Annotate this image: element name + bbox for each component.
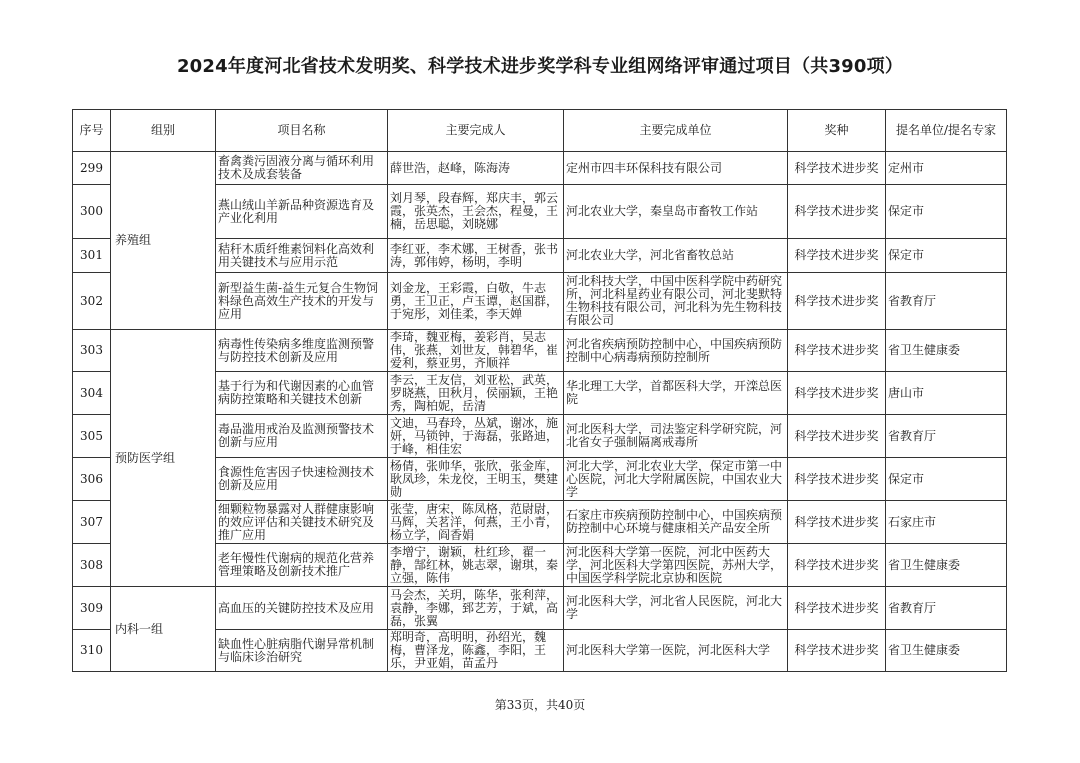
header-project-name: 项目名称 xyxy=(216,110,388,152)
nominator: 省教育厅 xyxy=(886,273,1007,330)
nominator: 石家庄市 xyxy=(886,501,1007,544)
table-row xyxy=(73,152,1007,185)
table-row xyxy=(73,330,1007,372)
people: 郑明奇，高明明，孙绍光，魏梅，曹泽龙，陈鑫，李阳，王乐，尹亚娟，苗孟丹 xyxy=(388,630,564,672)
award: 科学技术进步奖 xyxy=(788,501,886,544)
row-no: 300 xyxy=(73,185,111,239)
row-no: 305 xyxy=(73,415,111,458)
row-no: 299 xyxy=(73,152,111,185)
project-name: 秸秆木质纤维素饲料化高效利用关键技术与应用示范 xyxy=(216,239,388,273)
award: 科学技术进步奖 xyxy=(788,273,886,330)
nominator: 省卫生健康委 xyxy=(886,544,1007,587)
nominator: 保定市 xyxy=(886,185,1007,239)
units: 河北医科大学第一医院，河北医科大学 xyxy=(564,630,788,672)
nominator: 省卫生健康委 xyxy=(886,630,1007,672)
row-no: 306 xyxy=(73,458,111,501)
row-no: 301 xyxy=(73,239,111,273)
header-people: 主要完成人 xyxy=(388,110,564,152)
group-cell: 预防医学组 xyxy=(111,330,216,587)
award: 科学技术进步奖 xyxy=(788,330,886,372)
table-row xyxy=(73,587,1007,630)
people: 李增宁，谢颖，杜红珍，翟一静，郜红林，姚志翠，谢琪，秦立强，陈伟 xyxy=(388,544,564,587)
people: 张莹，唐宋，陈凤格，范尉尉，马辉，关茗洋，何燕，王小青，杨立学，阎香娟 xyxy=(388,501,564,544)
award: 科学技术进步奖 xyxy=(788,185,886,239)
award: 科学技术进步奖 xyxy=(788,239,886,273)
units: 河北省疾病预防控制中心，中国疾病预防控制中心病毒病预防控制所 xyxy=(564,330,788,372)
award: 科学技术进步奖 xyxy=(788,372,886,415)
group-cell: 养殖组 xyxy=(111,152,216,330)
award: 科学技术进步奖 xyxy=(788,544,886,587)
header-group: 组别 xyxy=(111,110,216,152)
units: 华北理工大学，首都医科大学，开滦总医院 xyxy=(564,372,788,415)
people: 李云，王友信，刘亚松，武英，罗晓燕，田秋月，侯丽颖，王艳秀，陶柏妮，岳清 xyxy=(388,372,564,415)
award: 科学技术进步奖 xyxy=(788,630,886,672)
row-no: 309 xyxy=(73,587,111,630)
people: 刘月琴，段春辉，郑庆丰，郭云霞，张英杰，王会杰，程曼，王楠，岳思聪，刘晓娜 xyxy=(388,185,564,239)
page-footer: 第33页，共40页 xyxy=(494,698,586,712)
project-name: 燕山绒山羊新品种资源选育及产业化利用 xyxy=(216,185,388,239)
project-name: 高血压的关键防控技术及应用 xyxy=(216,587,388,630)
award: 科学技术进步奖 xyxy=(788,458,886,501)
units: 河北医科大学，司法鉴定科学研究院，河北省女子强制隔离戒毒所 xyxy=(564,415,788,458)
units: 河北科技大学，中国中医科学院中药研究所，河北科星药业有限公司，河北斐默特生物科技有限公司，河北科为先生物科技有限公司 xyxy=(564,273,788,330)
people: 李红亚，李术娜，王树香，张书涛，郭伟婷，杨明，李明 xyxy=(388,239,564,273)
projects-table xyxy=(72,109,1007,672)
units: 河北农业大学，秦皇岛市畜牧工作站 xyxy=(564,185,788,239)
nominator: 定州市 xyxy=(886,152,1007,185)
units: 河北医科大学，河北省人民医院，河北大学 xyxy=(564,587,788,630)
people: 李琦，魏亚梅，姜彩肖，吴志伟，张燕，刘世友，韩碧华，崔爱利，蔡亚男，齐顺祥 xyxy=(388,330,564,372)
row-no: 304 xyxy=(73,372,111,415)
award: 科学技术进步奖 xyxy=(788,415,886,458)
nominator: 保定市 xyxy=(886,458,1007,501)
header-no: 序号 xyxy=(73,110,111,152)
row-no: 307 xyxy=(73,501,111,544)
units: 石家庄市疾病预防控制中心，中国疾病预防控制中心环境与健康相关产品安全所 xyxy=(564,501,788,544)
units: 河北大学，河北农业大学，保定市第一中心医院，河北大学附属医院，中国农业大学 xyxy=(564,458,788,501)
people: 杨倩，张帅华，张欣，张金库，耿凤珍，朱龙佼，王明玉，樊建勋 xyxy=(388,458,564,501)
nominator: 省卫生健康委 xyxy=(886,330,1007,372)
nominator: 唐山市 xyxy=(886,372,1007,415)
people: 文迪，马春玲，丛斌，谢冰，施妍，马锁钟，于海磊，张路迪，于峰，相佳宏 xyxy=(388,415,564,458)
nominator: 保定市 xyxy=(886,239,1007,273)
units: 定州市四丰环保科技有限公司 xyxy=(564,152,788,185)
header-award: 奖种 xyxy=(788,110,886,152)
header-units: 主要完成单位 xyxy=(564,110,788,152)
award: 科学技术进步奖 xyxy=(788,152,886,185)
project-name: 食源性危害因子快速检测技术创新及应用 xyxy=(216,458,388,501)
nominator: 省教育厅 xyxy=(886,415,1007,458)
project-name: 毒品滥用戒治及监测预警技术创新与应用 xyxy=(216,415,388,458)
page-title: 2024年度河北省技术发明奖、科学技术进步奖学科专业组网络评审通过项目（共390项） xyxy=(176,56,904,77)
project-name: 细颗粒物暴露对人群健康影响的效应评估和关键技术研究及推广应用 xyxy=(216,501,388,544)
units: 河北农业大学，河北省畜牧总站 xyxy=(564,239,788,273)
row-no: 310 xyxy=(73,630,111,672)
header-nominator: 提名单位/提名专家 xyxy=(886,110,1007,152)
project-name: 畜禽粪污固液分离与循环利用技术及成套装备 xyxy=(216,152,388,185)
project-name: 病毒性传染病多维度监测预警与防控技术创新及应用 xyxy=(216,330,388,372)
header-row xyxy=(73,110,1007,152)
project-name: 基于行为和代谢因素的心血管病防控策略和关键技术创新 xyxy=(216,372,388,415)
people: 刘金龙，王彩霞，白敬，牛志勇，王卫正，卢玉谭，赵国群，于宛彤，刘佳柔，李天婵 xyxy=(388,273,564,330)
project-name: 老年慢性代谢病的规范化营养管理策略及创新技术推广 xyxy=(216,544,388,587)
people: 马会杰，关玥，陈华，张利萍，袁静，李娜，郅艺芳，于斌，高磊，张翼 xyxy=(388,587,564,630)
row-no: 302 xyxy=(73,273,111,330)
project-name: 缺血性心脏病脂代谢异常机制与临床诊治研究 xyxy=(216,630,388,672)
project-name: 新型益生菌-益生元复合生物饲料绿色高效生产技术的开发与应用 xyxy=(216,273,388,330)
group-cell: 内科一组 xyxy=(111,587,216,672)
row-no: 303 xyxy=(73,330,111,372)
nominator: 省教育厅 xyxy=(886,587,1007,630)
units: 河北医科大学第一医院，河北中医药大学，河北医科大学第四医院，苏州大学，中国医学科学院北京协和医院 xyxy=(564,544,788,587)
award: 科学技术进步奖 xyxy=(788,587,886,630)
people: 薛世浩，赵峰，陈海涛 xyxy=(388,152,564,185)
row-no: 308 xyxy=(73,544,111,587)
